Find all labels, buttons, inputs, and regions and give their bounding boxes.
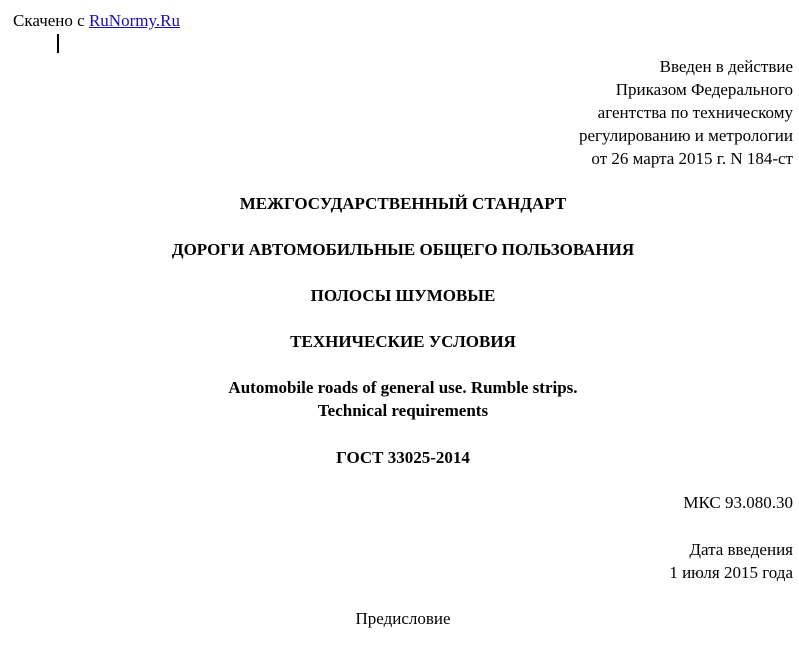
document-title: ДОРОГИ АВТОМОБИЛЬНЫЕ ОБЩЕГО ПОЛЬЗОВАНИЯ	[171, 240, 635, 259]
intro-date-block	[669, 538, 793, 584]
english-title	[0, 376, 799, 422]
standard-type-heading: МЕЖГОСУДАРСТВЕННЫЙ СТАНДАРТ	[239, 194, 567, 213]
download-source-line	[13, 9, 180, 32]
english-title-line: Automobile roads of general use. Rumble strips.	[228, 378, 578, 397]
enactment-line: Приказом Федерального	[615, 80, 793, 99]
document-subtitle: ПОЛОСЫ ШУМОВЫЕ	[310, 286, 496, 305]
gost-number: ГОСТ 33025-2014	[336, 448, 470, 467]
enactment-line: агентства по техническому	[597, 103, 793, 122]
enactment-line: от 26 марта 2015 г. N 184-ст	[591, 149, 793, 168]
foreword-heading: Предисловие	[355, 609, 451, 628]
intro-date-value: 1 июля 2015 года	[669, 563, 793, 582]
enactment-block	[579, 55, 793, 170]
mks-code: МКС 93.080.30	[683, 493, 793, 512]
enactment-line: регулированию и метрологии	[578, 126, 793, 145]
enactment-line: Введен в действие	[659, 57, 793, 76]
text-cursor	[57, 34, 59, 53]
document-section-heading: ТЕХНИЧЕСКИЕ УСЛОВИЯ	[290, 332, 516, 351]
download-source-prefix: Скачено с	[13, 11, 89, 30]
intro-date-label: Дата введения	[689, 540, 793, 559]
english-title-line: Technical requirements	[317, 401, 489, 420]
runormy-link[interactable]: RuNormy.Ru	[88, 11, 180, 30]
